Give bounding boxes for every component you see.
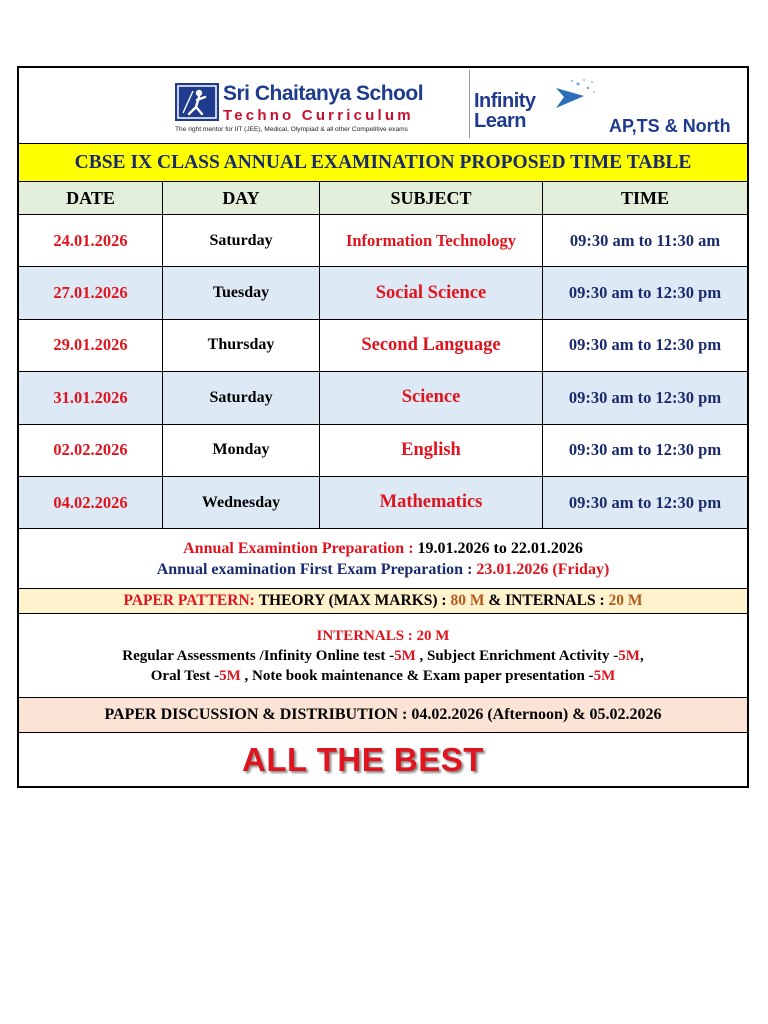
internals-text: , Note book maintenance & Exam paper presentation - — [240, 667, 594, 684]
row-time: 09:30 am to 12:30 pm — [568, 335, 722, 355]
row-date: 02.02.2026 — [19, 425, 163, 476]
row-date: 04.02.2026 — [19, 477, 163, 528]
logo-header — [19, 68, 747, 144]
infinity-arrow-icon — [538, 78, 598, 118]
infinity-learn-logo — [474, 90, 594, 136]
learn-text: Learn — [474, 110, 526, 132]
row-date: 24.01.2026 — [19, 215, 163, 266]
internals-heading: INTERNALS : 20 M — [316, 627, 450, 644]
row-subject: Information Technology — [320, 215, 543, 266]
row-date: 27.01.2026 — [19, 267, 163, 318]
internals-label: & INTERNALS : — [488, 592, 605, 610]
internals-text: , — [639, 647, 644, 664]
row-time: 09:30 am to 12:30 pm — [568, 387, 722, 407]
prep-label-1: Annual Examintion Preparation : — [183, 539, 414, 557]
row-day: Wednesday — [163, 477, 320, 528]
internals-line-1 — [122, 646, 643, 666]
internals-section — [19, 614, 747, 698]
theory-value: 80 M — [450, 592, 485, 610]
preparation-line-2 — [157, 559, 610, 580]
header-day: DAY — [163, 182, 320, 214]
preparation-section — [19, 529, 747, 589]
table-row — [19, 477, 747, 529]
timetable-sheet — [17, 66, 749, 788]
row-time: 09:30 am to 12:30 pm — [568, 492, 722, 512]
school-subtitle: Techno Curriculum — [223, 107, 414, 124]
page-title: CBSE IX CLASS ANNUAL EXAMINATION PROPOSED TIME TABLE — [19, 144, 747, 182]
row-subject: Second Language — [320, 320, 543, 371]
all-the-best-text: ALL THE BEST — [242, 740, 484, 778]
table-row — [19, 320, 747, 372]
internals-text: , Subject Enrichment Activity - — [415, 647, 619, 664]
row-time: 09:30 am to 12:30 pm — [568, 283, 722, 303]
row-day: Saturday — [163, 372, 320, 423]
row-subject: Science — [320, 372, 543, 423]
header-date: DATE — [19, 182, 163, 214]
internals-mark: 5M — [593, 667, 616, 684]
table-header — [19, 182, 747, 215]
prep-label-2: Annual examination First Exam Preparation : — [156, 560, 473, 578]
paper-pattern — [19, 589, 747, 614]
header-time: TIME — [620, 187, 669, 208]
table-row — [19, 215, 747, 267]
row-time: 09:30 am to 11:30 am — [569, 230, 721, 250]
internals-mark: 5M — [394, 647, 416, 664]
internals-mark: 5M — [219, 667, 241, 684]
sri-chaitanya-logo — [175, 82, 465, 138]
prep-value-2: 23.01.2026 (Friday) — [476, 560, 610, 578]
prep-value-1: 19.01.2026 to 22.01.2026 — [417, 539, 583, 557]
theory-label: THEORY (MAX MARKS) : — [258, 592, 447, 610]
row-day: Thursday — [163, 320, 320, 371]
row-subject: English — [320, 425, 543, 476]
row-date: 29.01.2026 — [19, 320, 163, 371]
internals-mark: 5M — [618, 647, 640, 664]
paper-discussion: PAPER DISCUSSION & DISTRIBUTION : 04.02.2026 (Afternoon) & 05.02.2026 — [19, 698, 747, 733]
region-label: AP,TS & North — [609, 116, 731, 136]
pattern-label: PAPER PATTERN: — [123, 592, 255, 610]
internals-line-2 — [151, 666, 615, 686]
internals-text: Oral Test - — [150, 667, 220, 684]
row-date: 31.01.2026 — [19, 372, 163, 423]
school-tagline: The right mentor for IIT (JEE), Medical, Olympiad & all other Competitive exams — [175, 126, 408, 133]
header-subject: SUBJECT — [320, 182, 543, 214]
infinity-text: Infinity — [474, 90, 536, 112]
logo-divider — [469, 70, 470, 138]
sri-chaitanya-emblem-icon — [175, 83, 219, 121]
row-subject: Mathematics — [320, 477, 543, 528]
row-day: Monday — [163, 425, 320, 476]
table-row — [19, 267, 747, 319]
row-subject: Social Science — [320, 267, 543, 318]
preparation-line-1 — [183, 538, 583, 559]
row-day: Tuesday — [163, 267, 320, 318]
school-name: Sri Chaitanya School — [223, 82, 424, 105]
internals-value: 20 M — [608, 592, 643, 610]
table-row — [19, 372, 747, 424]
closing-banner — [19, 733, 747, 786]
internals-text: Regular Assessments /Infinity Online test - — [122, 647, 395, 664]
table-row — [19, 425, 747, 477]
row-day: Saturday — [163, 215, 320, 266]
row-time: 09:30 am to 12:30 pm — [568, 440, 722, 460]
